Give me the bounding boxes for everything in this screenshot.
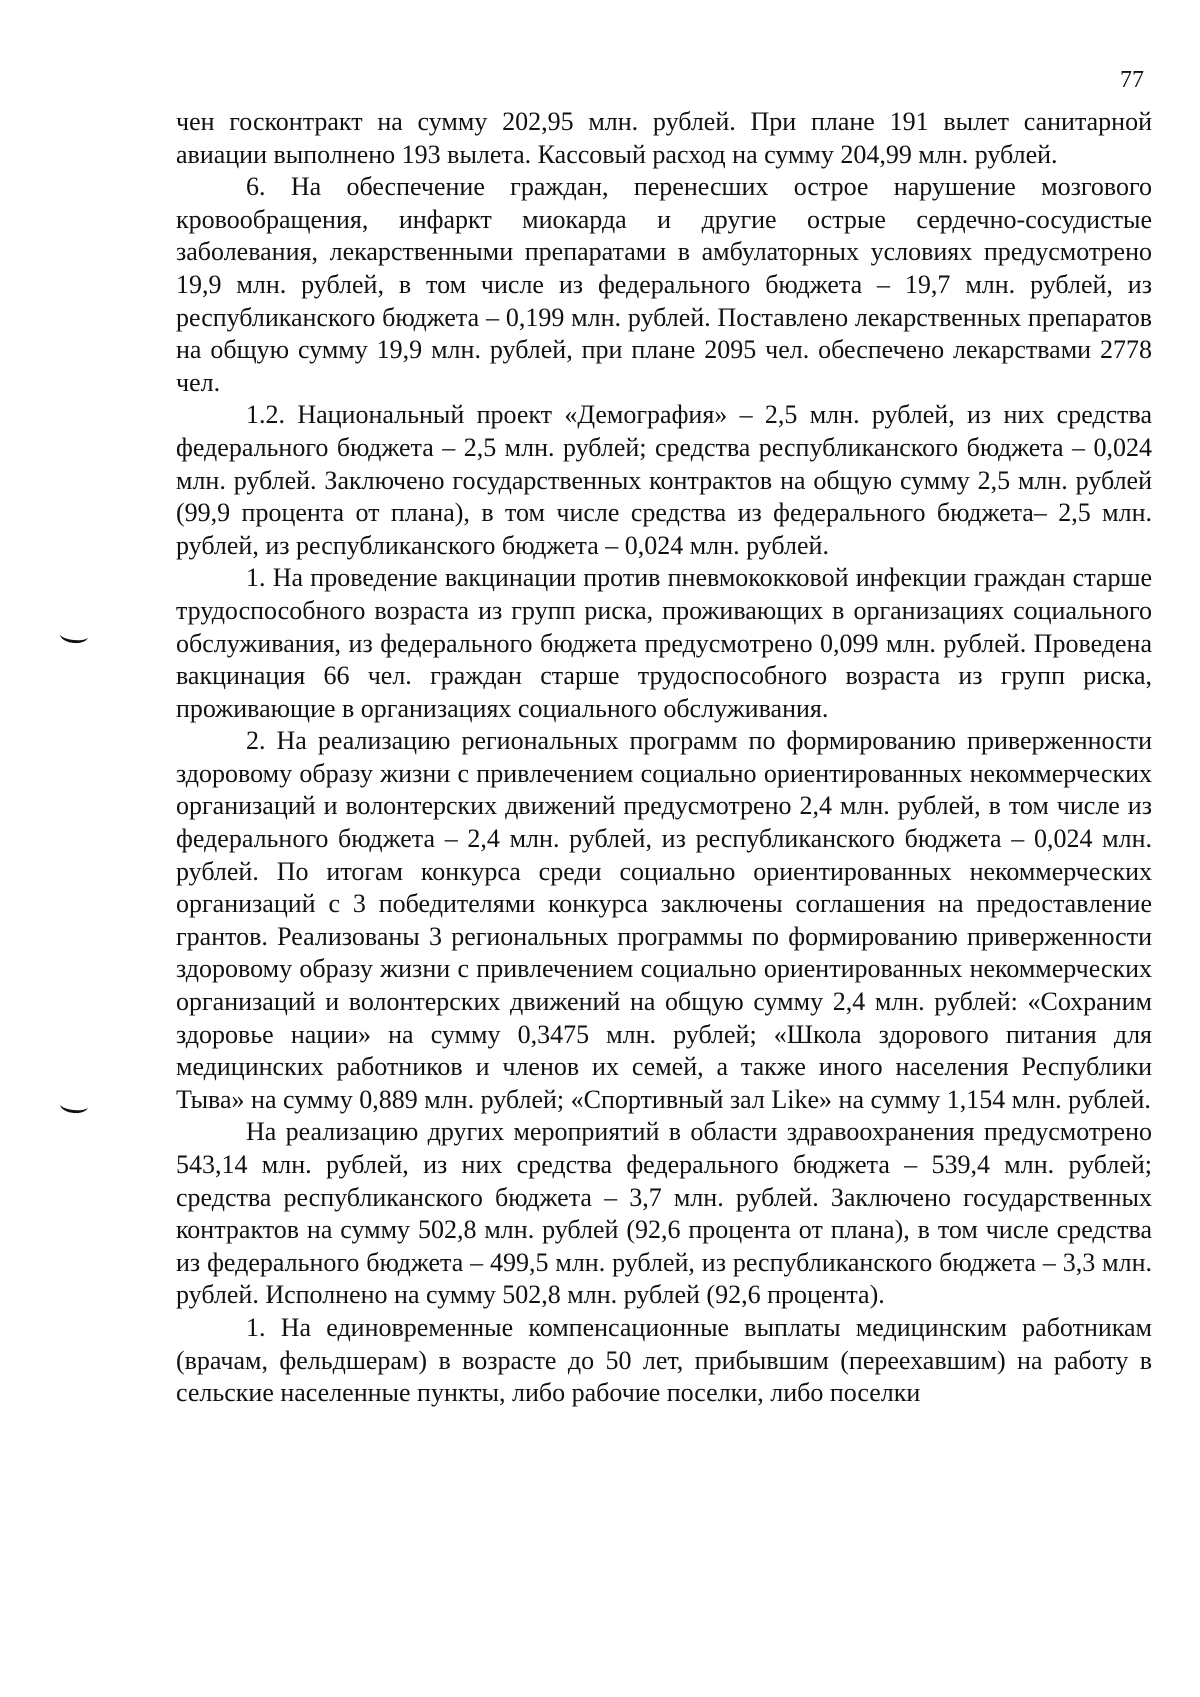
page-number: 77 xyxy=(1120,67,1144,93)
paragraph-national-project-demography: 1.2. Национальный проект «Демография» – 2,5 млн. рублей, из них средства федерального бюджета – 2,5 млн. рублей; средства республиканского бюджета – 0,024 млн. рублей. Заключено государственных контрактов на общую сумму 2,5 млн. рублей (99,9 процента от плана), в том числе средства из федерального бюджета– 2,5 млн. рублей, из республиканского бюджета – 0,024 млн. рублей. xyxy=(176,400,1152,560)
paragraph-item-6-medicines: 6. На обеспечение граждан, перенесших острое нарушение мозгового кровообращения, инфаркт миокарда и другие острые сердечно-сосудистые заболевания, лекарственными препаратами в амбулаторных условиях предусмотрено 19,9 млн. рублей, в том числе из федерального бюджета – 19,7 млн. рублей, из республиканского бюджета – 0,199 млн. рублей. Поставлено лекарственных препаратов на общую сумму 19,9 млн. рублей, при плане 2095 чел. обеспечено лекарствами 2778 чел. xyxy=(176,172,1152,397)
paragraph-other-healthcare-activities: На реализацию других мероприятий в области здравоохранения предусмотрено 543,14 млн. рублей, из них средства федерального бюджета – 539,4 млн. рублей; средства республиканского бюджета – 3,7 млн. рублей. Заключено государственных контрактов на сумму 502,8 млн. рублей (92,6 процента от плана), в том числе средства из федерального бюджета – 499,5 млн. рублей, из республиканского бюджета – 3,3 млн. рублей. Исполнено на сумму 502,8 млн. рублей (92,6 процента). xyxy=(176,1117,1152,1310)
paragraph-item-1-vaccination: 1. На проведение вакцинации против пневмококковой инфекции граждан старше трудоспособного возраста из групп риска, проживающих в организациях социального обслуживания, из федерального бюджета предусмотрено 0,099 млн. рублей. Проведена вакцинация 66 чел. граждан старше трудоспособного возраста из групп риска, проживающие в организациях социального обслуживания. xyxy=(176,563,1152,723)
paragraph-item-2-healthy-lifestyle: 2. На реализацию региональных программ по формированию приверженности здоровому образу жизни с привлечением социально ориентированных некоммерческих организаций и волонтерских движений предусмотрено 2,4 млн. рублей, в том числе из федерального бюджета – 2,4 млн. рублей, из республиканского бюджета – 0,024 млн. рублей. По итогам конкурса среди социально ориентированных некоммерческих организаций с 3 победителями конкурса заключены соглашения на предоставление грантов. Реализованы 3 региональных программы по формированию приверженности здоровому образу жизни с привлечением социально ориентированных некоммерческих организаций и волонтерских движений на общую сумму 2,4 млн. рублей: «Сохраним здоровье нации» на сумму 0,3475 млн. рублей; «Школа здорового питания для медицинских работников и членов их семей, а также иного населения Республики Тыва» на сумму 0,889 млн. рублей; «Спортивный зал Like» на сумму 1,154 млн. рублей. xyxy=(176,726,1152,1114)
margin-pen-mark xyxy=(59,627,88,645)
margin-pen-mark xyxy=(59,1097,88,1115)
paragraph-item-1-compensation-payments: 1. На единовременные компенсационные выплаты медицинским работникам (врачам, фельдшерам) в возрасте до 50 лет, прибывшим (переехавшим) на работу в сельские населенные пункты, либо рабочие поселки, либо поселки xyxy=(176,1312,1152,1408)
paragraph-continuation: чен госконтракт на сумму 202,95 млн. рублей. При плане 191 вылет санитарной авиации выполнено 193 вылета. Кассовый расход на сумму 204,99 млн. рублей. xyxy=(176,107,1152,169)
document-body xyxy=(176,106,1152,1410)
